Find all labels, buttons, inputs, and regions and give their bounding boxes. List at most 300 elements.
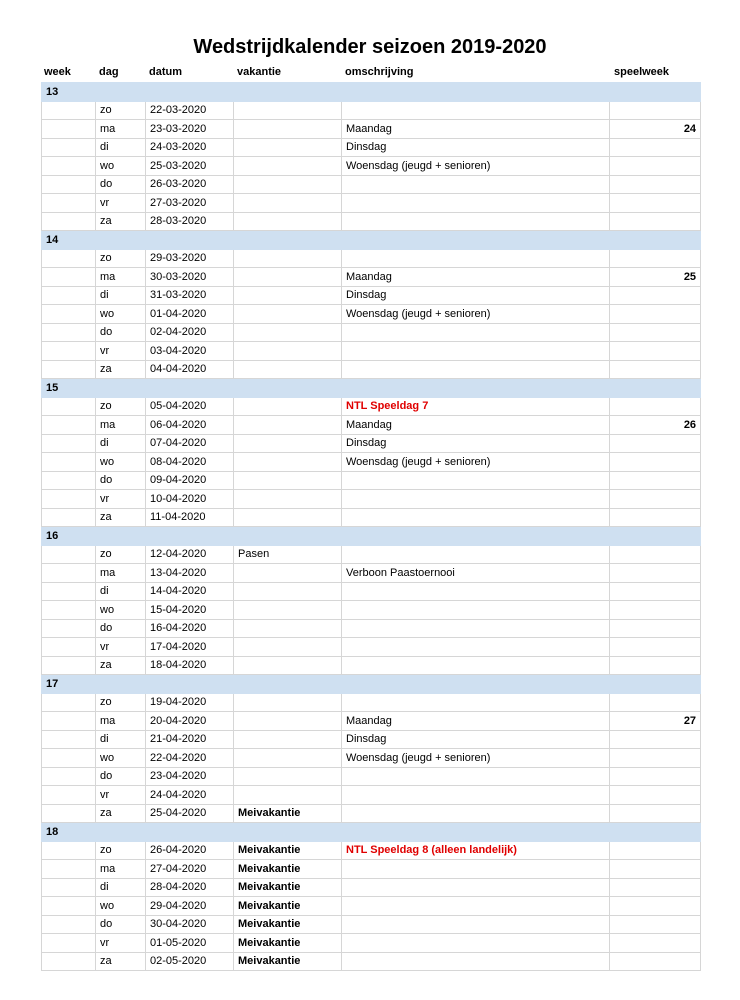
day-row [42, 397, 701, 416]
day-cell: do [96, 323, 146, 342]
description-cell [342, 249, 610, 268]
playweek-cell [610, 915, 701, 934]
day-cell: za [96, 952, 146, 971]
description-cell [342, 897, 610, 916]
description-cell: Woensdag (jeugd + senioren) [342, 749, 610, 768]
day-cell: vr [96, 194, 146, 213]
date-cell: 08-04-2020 [146, 453, 234, 472]
day-row [42, 360, 701, 379]
vacation-cell [234, 582, 342, 601]
playweek-cell [610, 453, 701, 472]
header-dag: dag [99, 66, 119, 78]
vacation-cell [234, 305, 342, 324]
date-cell: 17-04-2020 [146, 638, 234, 657]
description-cell [342, 212, 610, 231]
vacation-cell: Meivakantie [234, 934, 342, 953]
week-header-row [42, 83, 701, 102]
day-cell: di [96, 878, 146, 897]
vacation-cell [234, 490, 342, 509]
vacation-cell [234, 638, 342, 657]
date-cell: 11-04-2020 [146, 508, 234, 527]
playweek-cell [610, 601, 701, 620]
week-cell [42, 157, 96, 176]
playweek-cell [610, 286, 701, 305]
week-cell [42, 194, 96, 213]
playweek-cell [610, 860, 701, 879]
week-cell [42, 490, 96, 509]
week-cell [42, 471, 96, 490]
week-number: 15 [42, 379, 701, 398]
day-row [42, 323, 701, 342]
description-cell [342, 952, 610, 971]
date-cell: 20-04-2020 [146, 712, 234, 731]
day-cell: za [96, 804, 146, 823]
playweek-cell [610, 656, 701, 675]
date-cell: 01-04-2020 [146, 305, 234, 324]
day-row [42, 878, 701, 897]
playweek-cell [610, 157, 701, 176]
day-cell: do [96, 175, 146, 194]
day-row [42, 305, 701, 324]
date-cell: 05-04-2020 [146, 397, 234, 416]
playweek-cell: 24 [610, 120, 701, 139]
vacation-cell [234, 508, 342, 527]
description-cell [342, 175, 610, 194]
week-cell [42, 860, 96, 879]
date-cell: 24-04-2020 [146, 786, 234, 805]
day-cell: ma [96, 268, 146, 287]
date-cell: 12-04-2020 [146, 545, 234, 564]
day-row [42, 138, 701, 157]
vacation-cell [234, 194, 342, 213]
date-cell: 15-04-2020 [146, 601, 234, 620]
vacation-cell [234, 416, 342, 435]
week-cell [42, 212, 96, 231]
vacation-cell [234, 693, 342, 712]
date-cell: 27-04-2020 [146, 860, 234, 879]
day-cell: ma [96, 564, 146, 583]
day-row [42, 212, 701, 231]
week-cell [42, 120, 96, 139]
description-cell: Maandag [342, 120, 610, 139]
day-row [42, 101, 701, 120]
playweek-cell [610, 101, 701, 120]
week-cell [42, 786, 96, 805]
day-row [42, 508, 701, 527]
day-cell: zo [96, 397, 146, 416]
date-cell: 30-03-2020 [146, 268, 234, 287]
day-row [42, 915, 701, 934]
day-cell: wo [96, 157, 146, 176]
day-row [42, 638, 701, 657]
day-row [42, 767, 701, 786]
week-cell [42, 582, 96, 601]
playweek-cell [610, 342, 701, 361]
week-cell [42, 101, 96, 120]
playweek-cell [610, 471, 701, 490]
day-cell: za [96, 656, 146, 675]
week-header-row [42, 231, 701, 250]
date-cell: 27-03-2020 [146, 194, 234, 213]
day-row [42, 564, 701, 583]
description-cell: NTL Speeldag 8 (alleen landelijk) [342, 841, 610, 860]
vacation-cell [234, 138, 342, 157]
day-cell: do [96, 767, 146, 786]
description-cell [342, 194, 610, 213]
vacation-cell [234, 101, 342, 120]
description-cell [342, 693, 610, 712]
playweek-cell [610, 934, 701, 953]
day-row [42, 471, 701, 490]
day-row [42, 453, 701, 472]
vacation-cell [234, 601, 342, 620]
day-cell: za [96, 360, 146, 379]
description-cell: Dinsdag [342, 138, 610, 157]
description-cell [342, 804, 610, 823]
vacation-cell [234, 268, 342, 287]
day-cell: zo [96, 101, 146, 120]
week-cell [42, 434, 96, 453]
day-row [42, 286, 701, 305]
day-cell: ma [96, 712, 146, 731]
week-cell [42, 601, 96, 620]
description-cell [342, 360, 610, 379]
day-cell: do [96, 915, 146, 934]
week-cell [42, 934, 96, 953]
day-cell: di [96, 138, 146, 157]
date-cell: 25-04-2020 [146, 804, 234, 823]
playweek-cell [610, 490, 701, 509]
description-cell [342, 508, 610, 527]
day-row [42, 656, 701, 675]
week-cell [42, 619, 96, 638]
description-cell: Woensdag (jeugd + senioren) [342, 453, 610, 472]
day-cell: di [96, 582, 146, 601]
description-cell [342, 323, 610, 342]
playweek-cell [610, 212, 701, 231]
description-cell: Dinsdag [342, 434, 610, 453]
week-cell [42, 712, 96, 731]
day-cell: ma [96, 860, 146, 879]
date-cell: 19-04-2020 [146, 693, 234, 712]
day-row [42, 434, 701, 453]
week-cell [42, 268, 96, 287]
week-cell [42, 638, 96, 657]
day-row [42, 249, 701, 268]
description-cell: Woensdag (jeugd + senioren) [342, 157, 610, 176]
day-cell: vr [96, 934, 146, 953]
week-cell [42, 952, 96, 971]
vacation-cell [234, 453, 342, 472]
day-row [42, 582, 701, 601]
day-cell: ma [96, 120, 146, 139]
day-row [42, 157, 701, 176]
day-row [42, 416, 701, 435]
vacation-cell [234, 712, 342, 731]
header-week: week [44, 66, 71, 78]
vacation-cell [234, 564, 342, 583]
description-cell [342, 767, 610, 786]
vacation-cell [234, 360, 342, 379]
playweek-cell [610, 804, 701, 823]
description-cell [342, 471, 610, 490]
calendar-table [41, 82, 701, 971]
vacation-cell: Pasen [234, 545, 342, 564]
date-cell: 03-04-2020 [146, 342, 234, 361]
week-cell [42, 656, 96, 675]
header-omschrijving: omschrijving [345, 66, 414, 78]
vacation-cell: Meivakantie [234, 952, 342, 971]
week-cell [42, 453, 96, 472]
date-cell: 28-04-2020 [146, 878, 234, 897]
day-cell: do [96, 619, 146, 638]
vacation-cell [234, 342, 342, 361]
vacation-cell [234, 786, 342, 805]
day-row [42, 841, 701, 860]
day-row [42, 342, 701, 361]
date-cell: 14-04-2020 [146, 582, 234, 601]
date-cell: 02-05-2020 [146, 952, 234, 971]
vacation-cell [234, 434, 342, 453]
date-cell: 24-03-2020 [146, 138, 234, 157]
date-cell: 22-03-2020 [146, 101, 234, 120]
week-cell [42, 508, 96, 527]
vacation-cell: Meivakantie [234, 860, 342, 879]
description-cell: Maandag [342, 268, 610, 287]
week-number: 14 [42, 231, 701, 250]
day-cell: vr [96, 490, 146, 509]
week-cell [42, 249, 96, 268]
day-cell: zo [96, 841, 146, 860]
description-cell [342, 545, 610, 564]
day-row [42, 934, 701, 953]
playweek-cell [610, 638, 701, 657]
playweek-cell [610, 841, 701, 860]
week-header-row [42, 379, 701, 398]
playweek-cell [610, 730, 701, 749]
week-cell [42, 804, 96, 823]
day-cell: zo [96, 249, 146, 268]
playweek-cell [610, 582, 701, 601]
playweek-cell [610, 545, 701, 564]
day-cell: vr [96, 342, 146, 361]
day-row [42, 952, 701, 971]
day-cell: wo [96, 453, 146, 472]
description-cell: NTL Speeldag 7 [342, 397, 610, 416]
date-cell: 18-04-2020 [146, 656, 234, 675]
week-cell [42, 545, 96, 564]
description-cell [342, 601, 610, 620]
week-number: 17 [42, 675, 701, 694]
day-cell: di [96, 286, 146, 305]
week-cell [42, 360, 96, 379]
description-cell [342, 934, 610, 953]
header-vakantie: vakantie [237, 66, 282, 78]
header-datum: datum [149, 66, 182, 78]
week-cell [42, 175, 96, 194]
date-cell: 22-04-2020 [146, 749, 234, 768]
day-row [42, 490, 701, 509]
vacation-cell: Meivakantie [234, 804, 342, 823]
vacation-cell: Meivakantie [234, 897, 342, 916]
week-number: 13 [42, 83, 701, 102]
day-cell: ma [96, 416, 146, 435]
date-cell: 29-04-2020 [146, 897, 234, 916]
week-header-row [42, 527, 701, 546]
playweek-cell [610, 564, 701, 583]
playweek-cell [610, 619, 701, 638]
playweek-cell [610, 175, 701, 194]
vacation-cell: Meivakantie [234, 841, 342, 860]
date-cell: 29-03-2020 [146, 249, 234, 268]
day-cell: di [96, 730, 146, 749]
vacation-cell [234, 286, 342, 305]
vacation-cell [234, 767, 342, 786]
week-cell [42, 915, 96, 934]
page-title: Wedstrijdkalender seizoen 2019-2020 [193, 36, 547, 58]
vacation-cell [234, 730, 342, 749]
date-cell: 23-04-2020 [146, 767, 234, 786]
date-cell: 16-04-2020 [146, 619, 234, 638]
description-cell [342, 786, 610, 805]
day-cell: wo [96, 305, 146, 324]
description-cell: Dinsdag [342, 730, 610, 749]
date-cell: 26-03-2020 [146, 175, 234, 194]
playweek-cell [610, 878, 701, 897]
vacation-cell [234, 120, 342, 139]
week-header-row [42, 675, 701, 694]
week-cell [42, 323, 96, 342]
date-cell: 10-04-2020 [146, 490, 234, 509]
day-cell: wo [96, 897, 146, 916]
description-cell [342, 582, 610, 601]
vacation-cell: Meivakantie [234, 915, 342, 934]
week-cell [42, 397, 96, 416]
header-speelweek: speelweek [614, 66, 670, 78]
playweek-cell: 26 [610, 416, 701, 435]
day-cell: za [96, 212, 146, 231]
description-cell: Woensdag (jeugd + senioren) [342, 305, 610, 324]
description-cell [342, 101, 610, 120]
playweek-cell [610, 305, 701, 324]
vacation-cell [234, 656, 342, 675]
description-cell [342, 656, 610, 675]
description-cell [342, 878, 610, 897]
vacation-cell: Meivakantie [234, 878, 342, 897]
description-cell: Verboon Paastoernooi [342, 564, 610, 583]
day-row [42, 619, 701, 638]
date-cell: 06-04-2020 [146, 416, 234, 435]
week-cell [42, 693, 96, 712]
vacation-cell [234, 619, 342, 638]
vacation-cell [234, 212, 342, 231]
vacation-cell [234, 749, 342, 768]
week-cell [42, 305, 96, 324]
day-row [42, 601, 701, 620]
day-row [42, 175, 701, 194]
vacation-cell [234, 323, 342, 342]
date-cell: 25-03-2020 [146, 157, 234, 176]
playweek-cell [610, 693, 701, 712]
week-cell [42, 286, 96, 305]
playweek-cell [610, 323, 701, 342]
day-row [42, 194, 701, 213]
playweek-cell [610, 360, 701, 379]
playweek-cell [610, 434, 701, 453]
day-row [42, 120, 701, 139]
day-cell: vr [96, 786, 146, 805]
playweek-cell [610, 786, 701, 805]
date-cell: 30-04-2020 [146, 915, 234, 934]
week-cell [42, 730, 96, 749]
day-row [42, 897, 701, 916]
week-cell [42, 342, 96, 361]
playweek-cell [610, 397, 701, 416]
date-cell: 28-03-2020 [146, 212, 234, 231]
description-cell [342, 490, 610, 509]
day-cell: zo [96, 545, 146, 564]
vacation-cell [234, 175, 342, 194]
day-cell: vr [96, 638, 146, 657]
week-number: 18 [42, 823, 701, 842]
description-cell: Maandag [342, 416, 610, 435]
column-headers [41, 64, 700, 82]
description-cell [342, 342, 610, 361]
description-cell [342, 860, 610, 879]
date-cell: 04-04-2020 [146, 360, 234, 379]
vacation-cell [234, 157, 342, 176]
date-cell: 02-04-2020 [146, 323, 234, 342]
week-cell [42, 749, 96, 768]
date-cell: 21-04-2020 [146, 730, 234, 749]
playweek-cell [610, 138, 701, 157]
date-cell: 31-03-2020 [146, 286, 234, 305]
playweek-cell [610, 508, 701, 527]
playweek-cell [610, 194, 701, 213]
day-row [42, 786, 701, 805]
description-cell [342, 915, 610, 934]
day-cell: di [96, 434, 146, 453]
day-cell: zo [96, 693, 146, 712]
week-cell [42, 138, 96, 157]
week-number: 16 [42, 527, 701, 546]
week-cell [42, 416, 96, 435]
day-cell: wo [96, 749, 146, 768]
day-row [42, 860, 701, 879]
playweek-cell [610, 897, 701, 916]
day-cell: za [96, 508, 146, 527]
day-row [42, 712, 701, 731]
day-row [42, 693, 701, 712]
description-cell [342, 619, 610, 638]
week-cell [42, 564, 96, 583]
date-cell: 26-04-2020 [146, 841, 234, 860]
playweek-cell [610, 749, 701, 768]
day-cell: wo [96, 601, 146, 620]
day-cell: do [96, 471, 146, 490]
vacation-cell [234, 397, 342, 416]
week-cell [42, 841, 96, 860]
date-cell: 07-04-2020 [146, 434, 234, 453]
day-row [42, 804, 701, 823]
day-row [42, 545, 701, 564]
date-cell: 09-04-2020 [146, 471, 234, 490]
day-row [42, 268, 701, 287]
playweek-cell: 25 [610, 268, 701, 287]
date-cell: 13-04-2020 [146, 564, 234, 583]
week-cell [42, 878, 96, 897]
description-cell [342, 638, 610, 657]
